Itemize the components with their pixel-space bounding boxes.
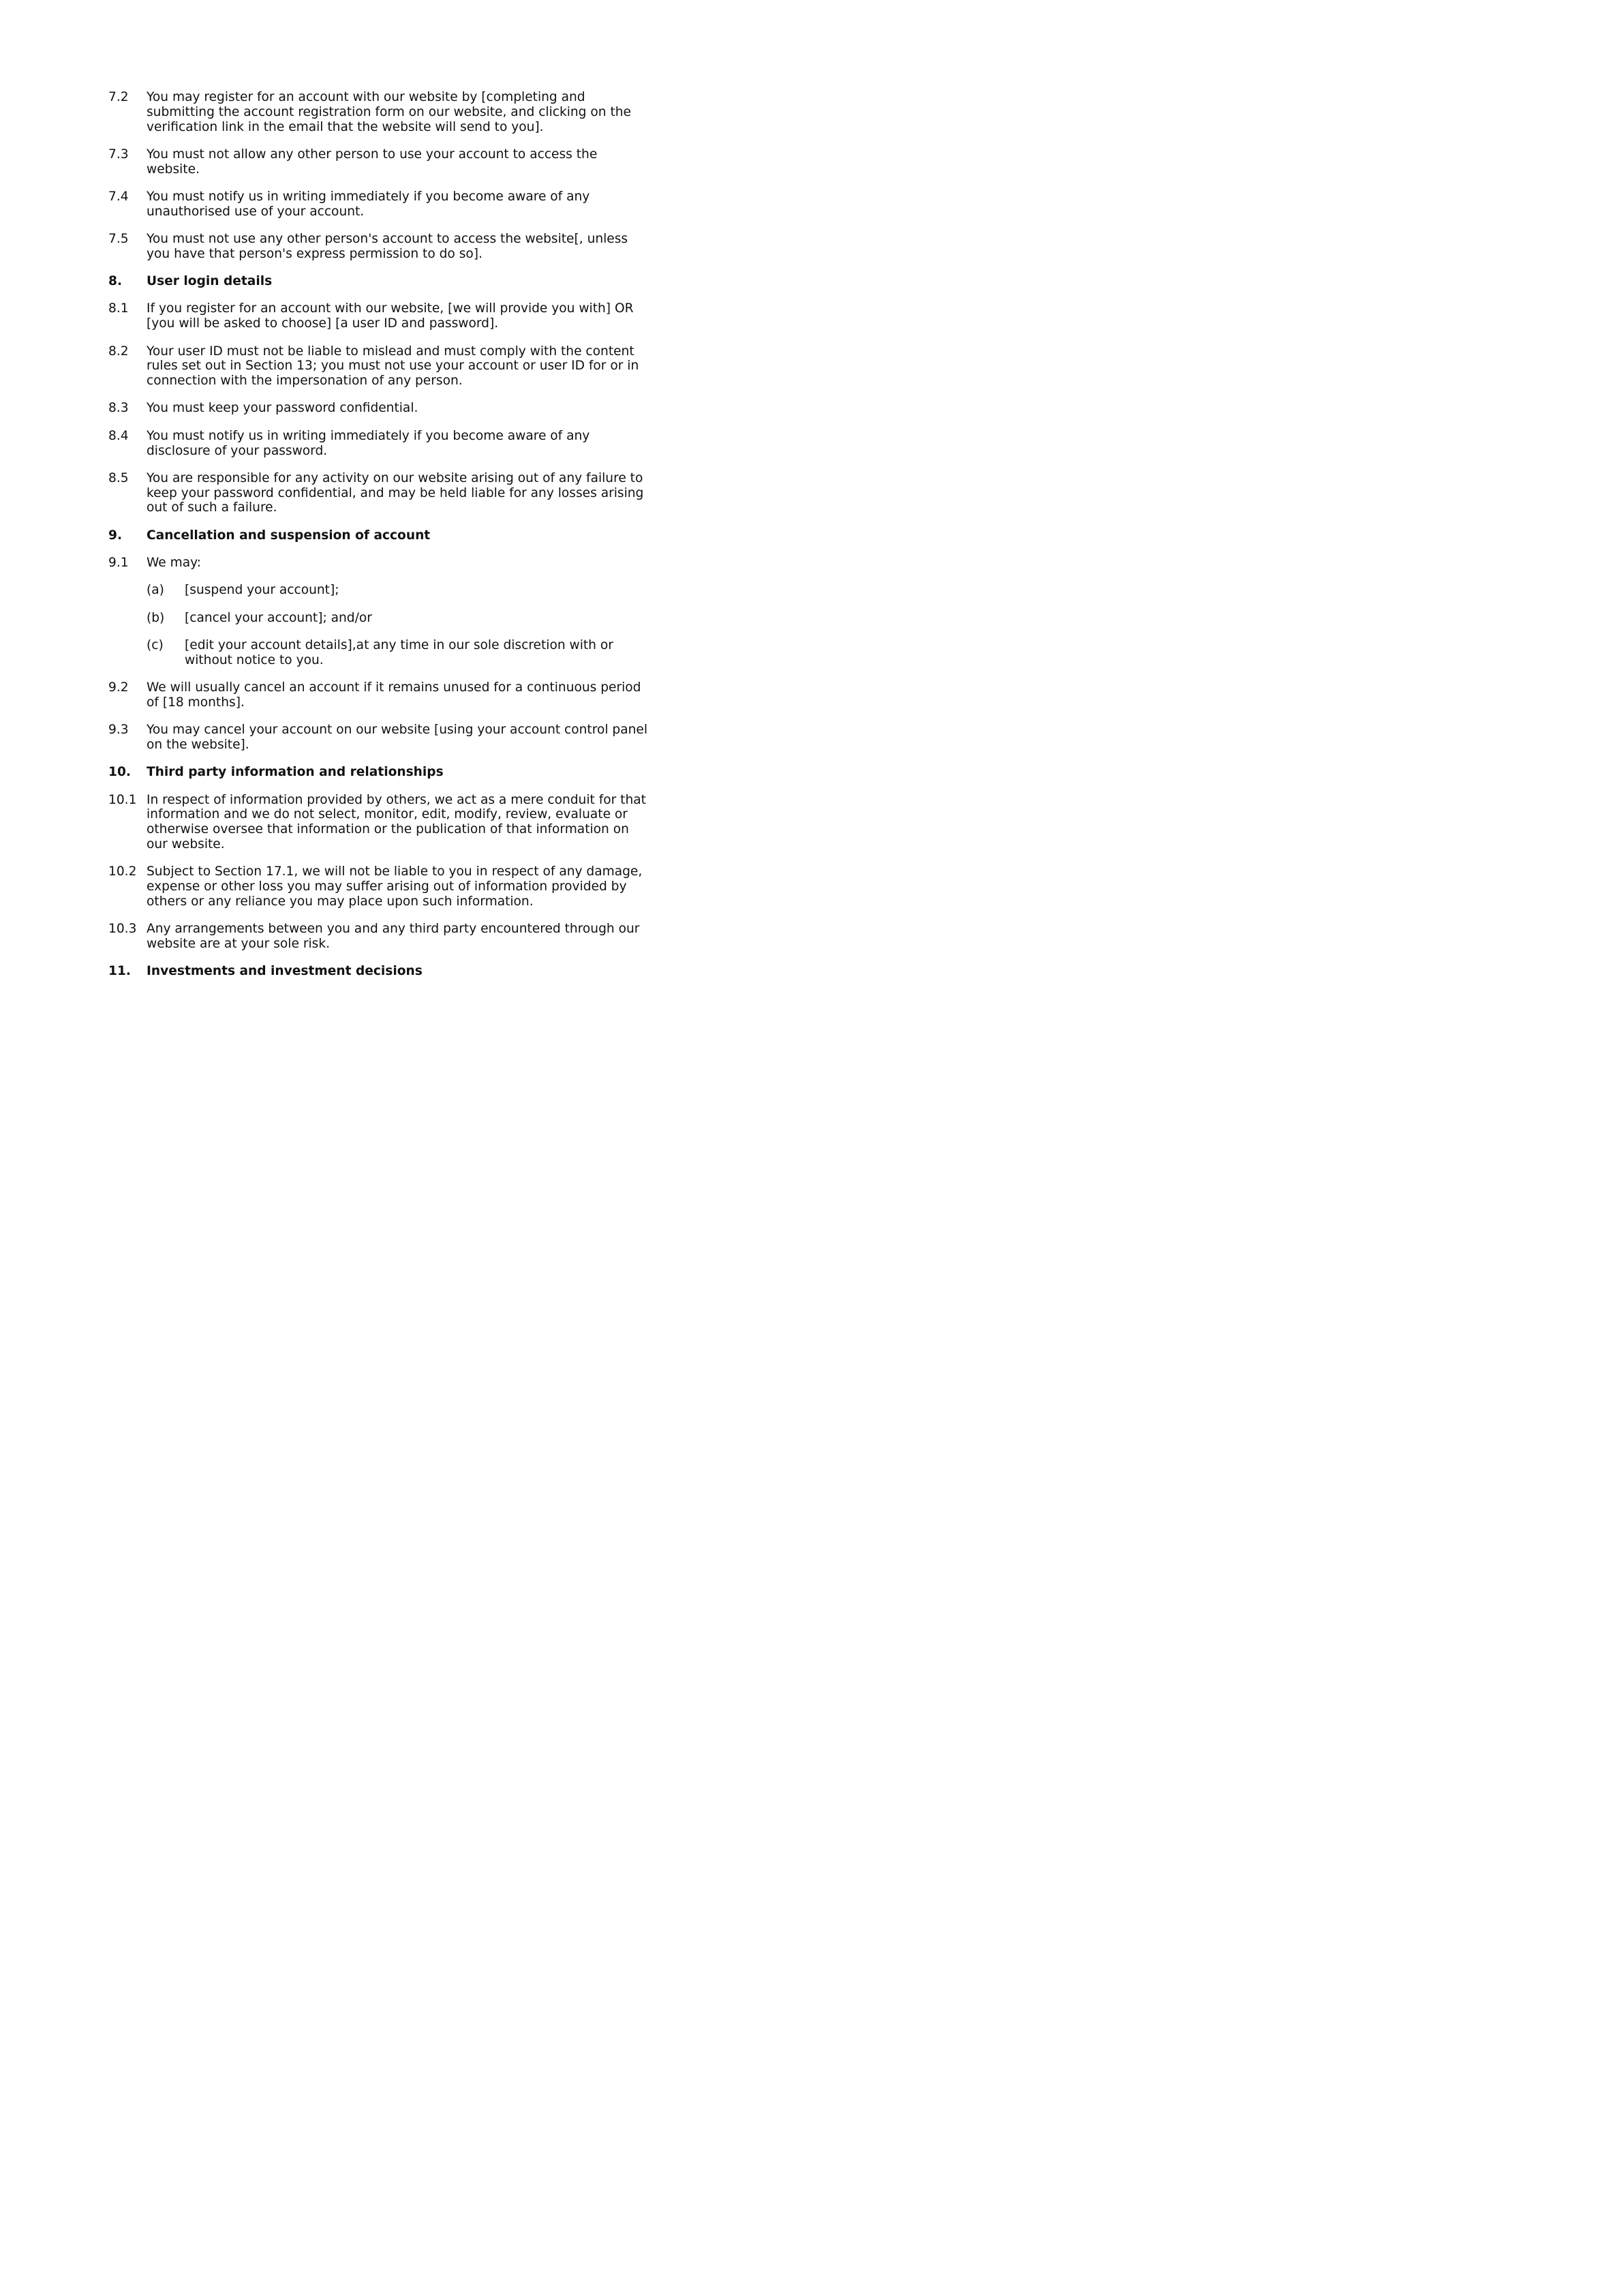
section-heading-8 bbox=[108, 274, 654, 289]
clause-number: 9.1 bbox=[108, 556, 129, 571]
clause-9-2 bbox=[108, 680, 654, 710]
subclause-c bbox=[147, 638, 654, 668]
clause-10-1 bbox=[108, 793, 654, 852]
subclause-text: [cancel your account]; and/or bbox=[185, 610, 372, 625]
clause-number: 8.5 bbox=[108, 470, 129, 485]
section-number: 10. bbox=[108, 765, 131, 780]
subclause-label: (c) bbox=[147, 637, 164, 652]
clause-text: You must notify us in writing immediately if you become aware of any disclosure of your password. bbox=[147, 428, 590, 458]
section-number: 8. bbox=[108, 274, 123, 289]
clause-text: You may cancel your account on our website [using your account control panel on the website]. bbox=[147, 723, 647, 752]
subclause-text: [edit your account details],at any time in our sole discretion with or without notice to you. bbox=[185, 637, 613, 667]
clause-8-2 bbox=[108, 344, 654, 389]
clause-text: You are responsible for any activity on our website arising out of any failure to keep your password confidential, and may be held liable for any losses arising out of such a failure. bbox=[147, 470, 644, 515]
clause-text: You must notify us in writing immediately if you become aware of any unauthorised use of your account. bbox=[147, 189, 590, 219]
clause-text: Any arrangements between you and any third party encountered through our website are at your sole risk. bbox=[147, 922, 640, 951]
section-number: 11. bbox=[108, 964, 131, 979]
clause-8-5 bbox=[108, 471, 654, 515]
clause-number: 7.5 bbox=[108, 232, 129, 247]
clause-number: 7.3 bbox=[108, 147, 129, 162]
clause-text: If you register for an account with our website, [we will provide you with] OR [you will be asked to choose] [a user ID and password]. bbox=[147, 301, 634, 331]
clause-number: 9.2 bbox=[108, 680, 129, 695]
clause-8-4 bbox=[108, 429, 654, 459]
clause-8-1 bbox=[108, 301, 654, 331]
clause-text: You must not allow any other person to use your account to access the website. bbox=[147, 147, 598, 177]
clause-10-2 bbox=[108, 864, 654, 909]
clause-7-2 bbox=[108, 90, 654, 134]
clause-number: 10.1 bbox=[108, 792, 137, 807]
clause-text: You must keep your password confidential. bbox=[147, 401, 418, 416]
clause-9-3 bbox=[108, 723, 654, 753]
clause-7-3 bbox=[108, 147, 654, 177]
section-heading-9 bbox=[108, 528, 654, 543]
section-title: Third party information and relationships bbox=[147, 765, 444, 780]
clause-text: You may register for an account with our website by [completing and submitting the account registration form on our website, and clicking on the verification link in the email that the website will send to you]. bbox=[147, 90, 631, 134]
clause-7-4 bbox=[108, 190, 654, 220]
clause-10-3 bbox=[108, 922, 654, 952]
clause-number: 8.1 bbox=[108, 301, 129, 316]
clause-number: 8.3 bbox=[108, 401, 129, 416]
section-title: Cancellation and suspension of account bbox=[147, 528, 431, 543]
document-page bbox=[0, 0, 750, 1061]
clause-text: We will usually cancel an account if it remains unused for a continuous period of [18 months]. bbox=[147, 680, 641, 710]
clause-number: 9.3 bbox=[108, 723, 129, 738]
clause-8-3 bbox=[108, 401, 654, 416]
document-body bbox=[108, 90, 654, 991]
clause-number: 8.2 bbox=[108, 344, 129, 359]
clause-text: Your user ID must not be liable to mislead and must comply with the content rules set out in Section 13; you must not use your account or user ID for or in connection with the impersonation of any person. bbox=[147, 344, 639, 389]
section-heading-11 bbox=[108, 964, 654, 979]
subclause-text: [suspend your account]; bbox=[185, 583, 339, 598]
clause-number: 7.4 bbox=[108, 189, 129, 204]
subclause-a bbox=[147, 583, 654, 598]
clause-number: 10.3 bbox=[108, 922, 137, 937]
section-title: Investments and investment decisions bbox=[147, 964, 423, 979]
subclause-b bbox=[147, 611, 654, 626]
clause-7-5 bbox=[108, 232, 654, 262]
section-title: User login details bbox=[147, 274, 273, 289]
clause-number: 10.2 bbox=[108, 864, 137, 879]
clause-text: In respect of information provided by others, we act as a mere conduit for that information and we do not select, monitor, edit, modify, review, evaluate or otherwise oversee that information or the publication of that information on our website. bbox=[147, 792, 646, 851]
clause-9-1 bbox=[108, 556, 654, 571]
section-number: 9. bbox=[108, 528, 123, 543]
clause-text: You must not use any other person's account to access the website[, unless you have that person's express permission to do so]. bbox=[147, 232, 628, 261]
subclause-label: (b) bbox=[147, 610, 165, 625]
clause-text: Subject to Section 17.1, we will not be liable to you in respect of any damage, expense or other loss you may suffer arising out of information provided by others or any reliance you may place upon such information. bbox=[147, 864, 643, 909]
section-heading-10 bbox=[108, 765, 654, 780]
clause-number: 7.2 bbox=[108, 90, 129, 104]
clause-number: 8.4 bbox=[108, 428, 129, 443]
clause-text: We may: bbox=[147, 556, 202, 571]
subclause-label: (a) bbox=[147, 583, 164, 598]
